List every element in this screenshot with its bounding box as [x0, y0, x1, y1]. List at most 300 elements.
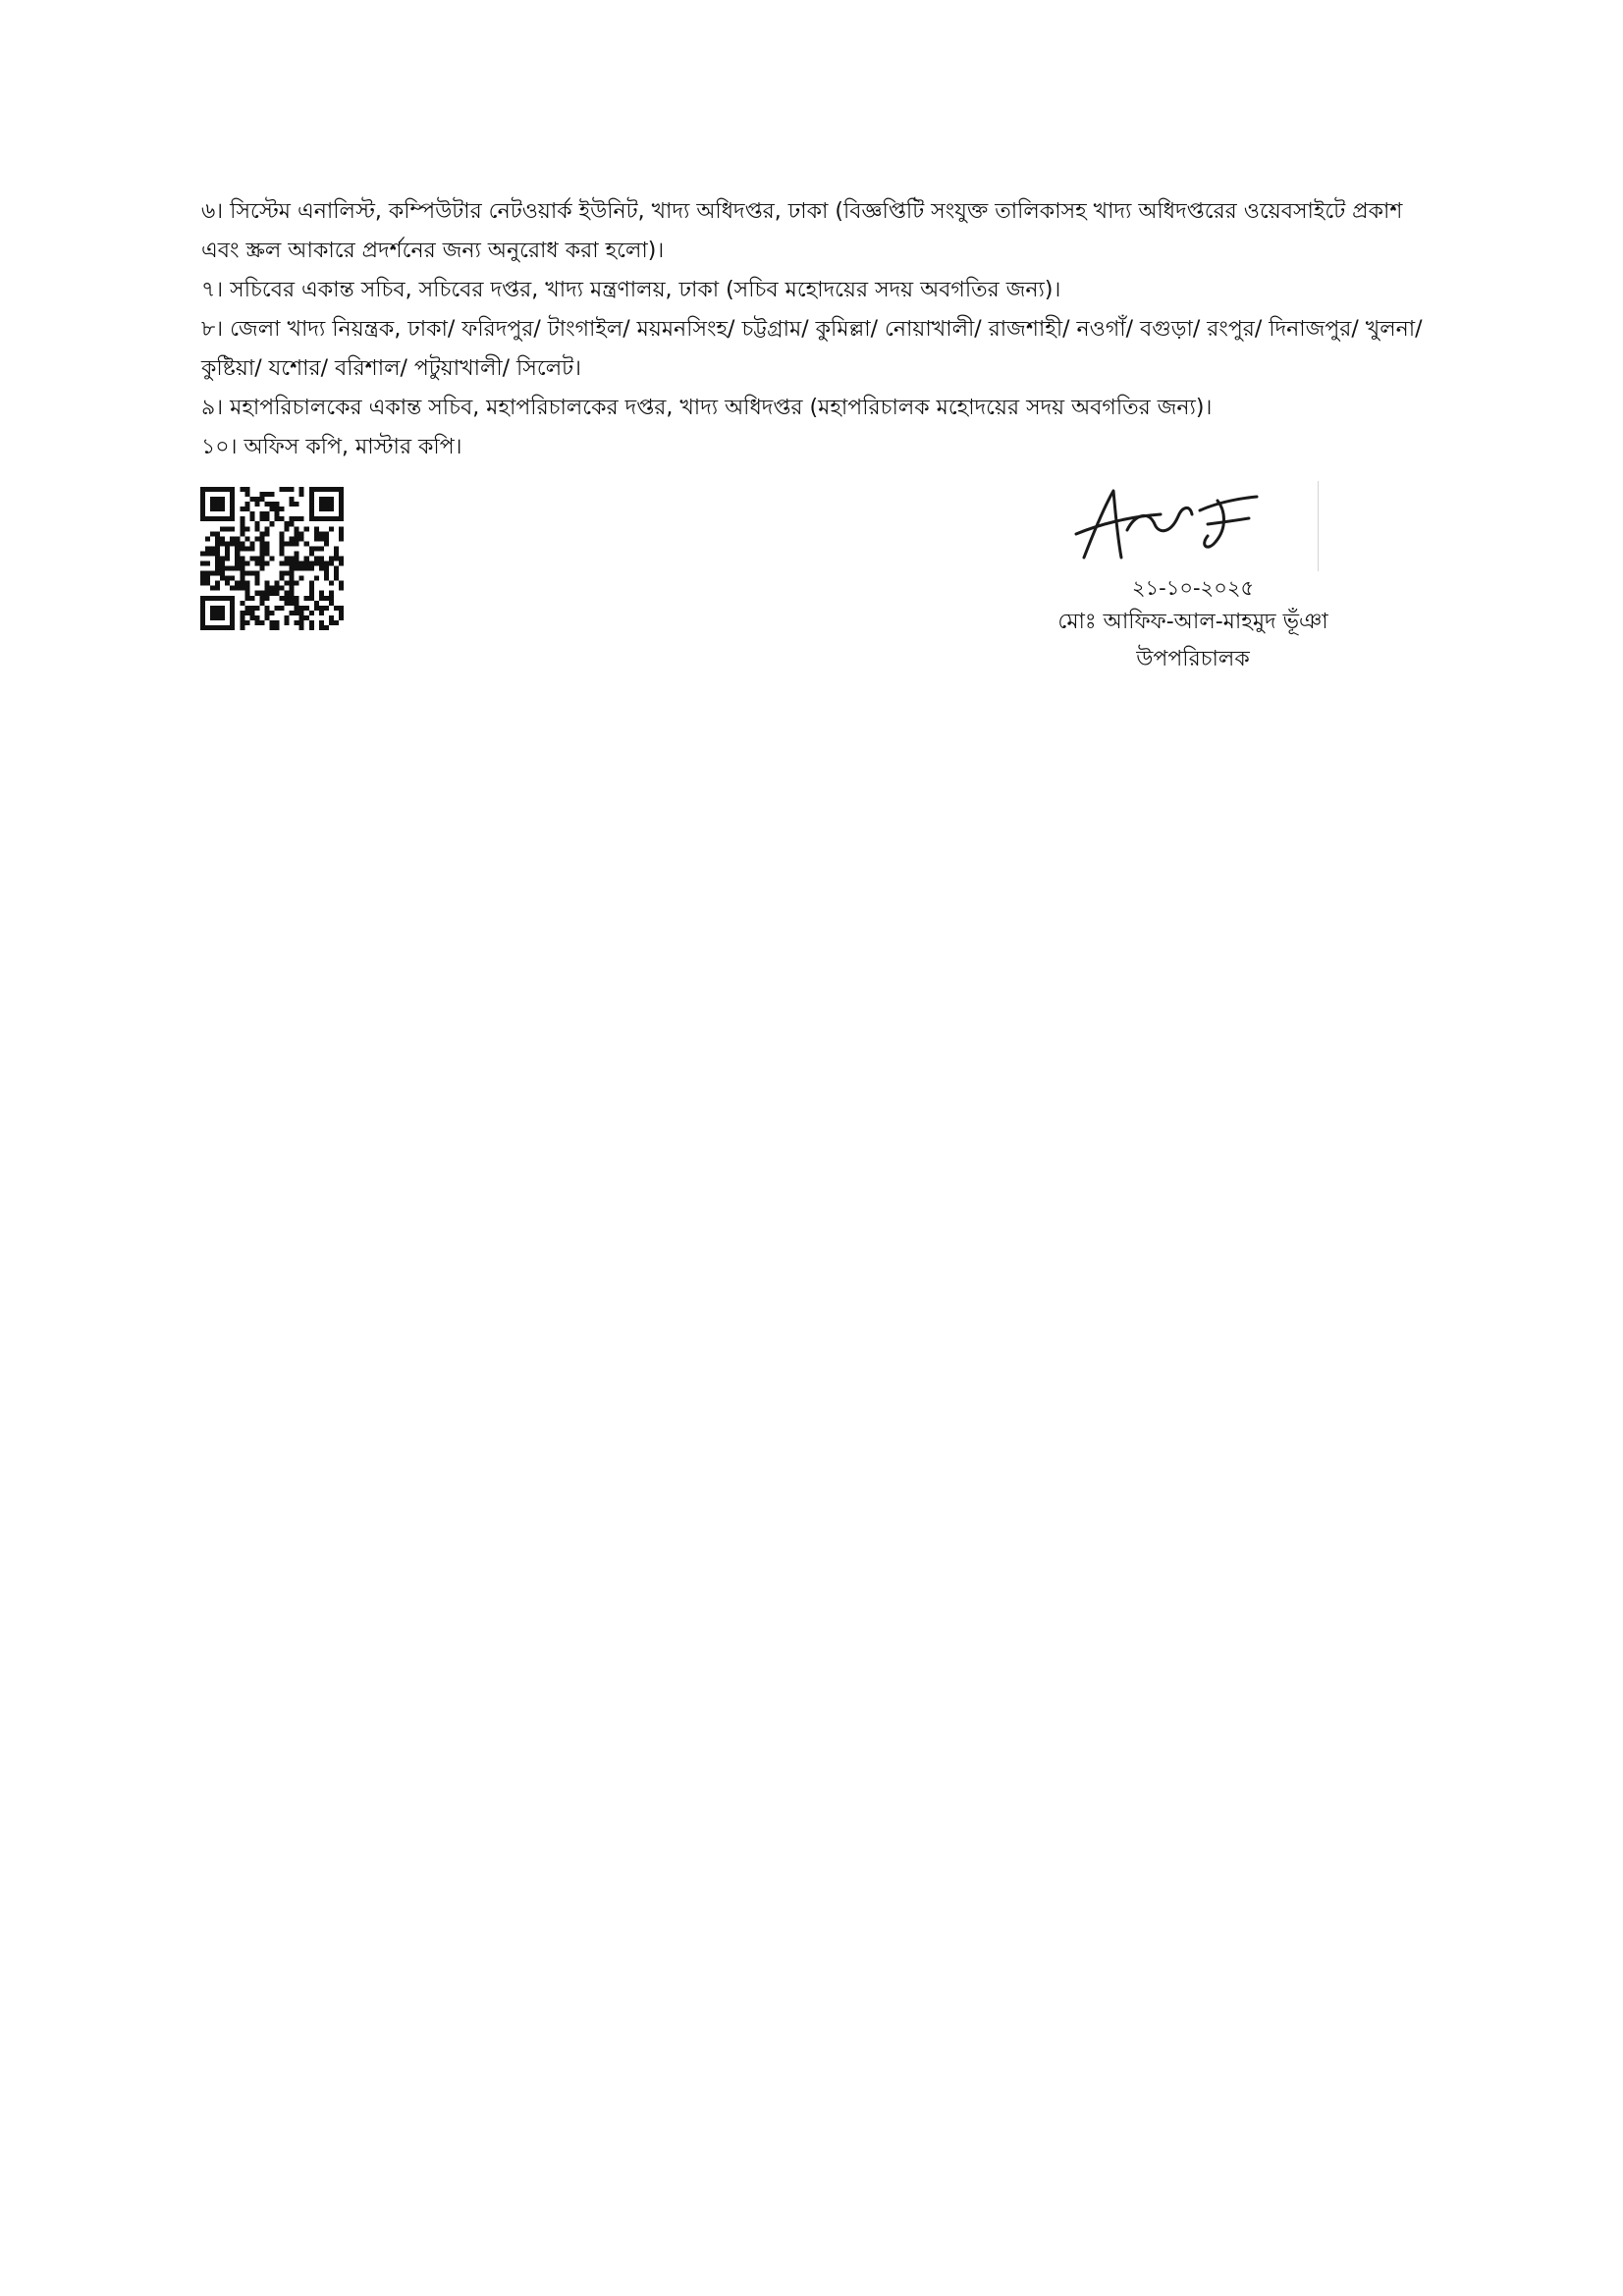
qr-module: [205, 625, 210, 630]
qr-module: [280, 561, 285, 566]
qr-module: [244, 487, 249, 492]
qr-module: [215, 536, 220, 541]
qr-module: [319, 561, 324, 566]
qr-module: [334, 487, 339, 492]
qr-module: [200, 606, 205, 611]
qr-module: [309, 566, 314, 571]
qr-module: [200, 576, 205, 581]
qr-module: [220, 497, 225, 502]
qr-module: [280, 596, 285, 601]
qr-module: [290, 576, 295, 581]
qr-module: [295, 601, 299, 606]
qr-module: [230, 507, 235, 511]
qr-module: [324, 497, 329, 502]
qr-module: [329, 581, 334, 586]
qr-module: [225, 556, 230, 561]
qr-module: [220, 507, 225, 511]
qr-module: [304, 561, 309, 566]
qr-module: [285, 526, 290, 531]
qr-module: [249, 571, 254, 576]
qr-module: [230, 502, 235, 507]
qr-module: [269, 611, 274, 615]
qr-module: [299, 561, 304, 566]
qr-module: [324, 596, 329, 601]
qr-module: [290, 487, 295, 492]
qr-module: [200, 561, 205, 566]
qr-module: [309, 516, 314, 521]
qr-module: [280, 487, 285, 492]
distribution-item: ৯। মহাপরিচালকের একান্ত সচিব, মহাপরিচালকের দপ্তর, খাদ্য অধিদপ্তর (মহাপরিচালক মহোদয়ের সদয় অবগতির জন্য)।: [201, 396, 1213, 420]
qr-module: [225, 516, 230, 521]
qr-module: [220, 541, 225, 546]
qr-module: [230, 566, 235, 571]
qr-module: [314, 576, 319, 581]
qr-module: [309, 551, 314, 556]
qr-module: [249, 615, 254, 620]
qr-module: [314, 516, 319, 521]
qr-module: [314, 536, 319, 541]
qr-module: [319, 507, 324, 511]
distribution-item: ৭। সচিবের একান্ত সচিব, সচিবের দপ্তর, খাদ্য মন্ত্রণালয়, ঢাকা (সচিব মহোদয়ের সদয় অবগতির জন্য)।: [201, 278, 1061, 302]
qr-module: [215, 546, 220, 551]
qr-module: [275, 586, 280, 591]
qr-module: [210, 502, 215, 507]
qr-module: [339, 611, 344, 615]
qr-module: [295, 606, 299, 611]
qr-module: [205, 561, 210, 566]
qr-module: [225, 541, 230, 546]
qr-module: [295, 620, 299, 625]
qr-module: [299, 606, 304, 611]
qr-module: [319, 566, 324, 571]
qr-module: [200, 507, 205, 511]
qr-module: [244, 611, 249, 615]
qr-module: [264, 511, 269, 516]
qr-module: [230, 492, 235, 497]
qr-module: [254, 620, 259, 625]
qr-module: [339, 586, 344, 591]
qr-module: [200, 502, 205, 507]
signatory-designation: উপপরিচালক: [1136, 647, 1250, 671]
qr-module: [309, 487, 314, 492]
qr-module: [269, 502, 274, 507]
qr-module: [240, 571, 244, 576]
qr-module: [275, 625, 280, 630]
qr-module: [329, 556, 334, 561]
qr-module: [319, 497, 324, 502]
distribution-item: ৬। সিস্টেম এনালিস্ট, কম্পিউটার নেটওয়ার্ক ইউনিট, খাদ্য অধিদপ্তর, ঢাকা (বিজ্ঞপ্তিটি সংযুক্ত তালিকাসহ খাদ্য অধিদপ্তরের ওয়েবসাইটে প্রকাশ এবং স্ক্রল আকারে প্রদর্শনের জন্য অনুরোধ করা হলো)।: [201, 199, 1403, 263]
qr-module: [299, 536, 304, 541]
qr-module: [264, 546, 269, 551]
qr-module: [339, 511, 344, 516]
qr-module: [264, 581, 269, 586]
qr-module: [235, 551, 240, 556]
qr-module: [339, 487, 344, 492]
qr-module: [230, 606, 235, 611]
qr-module: [329, 561, 334, 566]
qr-module: [254, 576, 259, 581]
qr-module: [339, 526, 344, 531]
qr-module: [220, 487, 225, 492]
qr-module: [215, 497, 220, 502]
qr-module: [259, 546, 264, 551]
qr-module: [240, 531, 244, 536]
distribution-item: ৮। জেলা খাদ্য নিয়ন্ত্রক, ঢাকা/ ফরিদপুর/ টাংগাইল/ ময়মনসিংহ/ চট্টগ্রাম/ কুমিল্লা/ নোয়াখালী/ রাজশাহী/ নওগাঁ/ বগুড়া/ রংপুর/ দিনাজপুর/ খুলনা/ কুষ্টিয়া/ যশোর/ বরিশাল/ পটুয়াখালী/ সিলেট।: [201, 317, 1423, 381]
qr-module: [200, 492, 205, 497]
qr-module: [269, 591, 274, 596]
qr-module: [329, 620, 334, 625]
qr-module: [230, 536, 235, 541]
qr-module: [295, 516, 299, 521]
qr-module: [259, 497, 264, 502]
qr-module: [280, 531, 285, 536]
qr-module: [215, 571, 220, 576]
qr-module: [259, 536, 264, 541]
qr-module: [290, 541, 295, 546]
qr-module: [329, 497, 334, 502]
qr-module: [240, 615, 244, 620]
qr-module: [295, 556, 299, 561]
qr-module: [309, 596, 314, 601]
qr-module: [210, 606, 215, 611]
qr-module: [259, 516, 264, 521]
qr-module: [200, 516, 205, 521]
qr-module: [215, 541, 220, 546]
qr-module: [280, 551, 285, 556]
qr-module: [319, 536, 324, 541]
qr-module: [295, 566, 299, 571]
qr-module: [290, 566, 295, 571]
qr-module: [254, 571, 259, 576]
qr-module: [309, 502, 314, 507]
qr-module: [290, 586, 295, 591]
qr-module: [269, 625, 274, 630]
qr-module: [254, 615, 259, 620]
qr-module: [200, 551, 205, 556]
qr-module: [309, 561, 314, 566]
qr-module: [314, 606, 319, 611]
qr-module: [230, 611, 235, 615]
qr-module: [314, 487, 319, 492]
qr-module: [249, 511, 254, 516]
qr-module: [269, 492, 274, 497]
distribution-list: [201, 192, 1438, 467]
signature-date: ২১-১০-২০২৫: [1131, 576, 1255, 600]
qr-module: [210, 507, 215, 511]
qr-module: [235, 536, 240, 541]
qr-module: [290, 497, 295, 502]
qr-module: [205, 551, 210, 556]
qr-module: [324, 516, 329, 521]
signature-divider: [1318, 481, 1319, 571]
qr-module: [275, 606, 280, 611]
qr-module: [329, 526, 334, 531]
qr-module: [275, 620, 280, 625]
qr-module: [200, 615, 205, 620]
qr-module: [215, 487, 220, 492]
qr-module: [324, 571, 329, 576]
qr-module: [205, 581, 210, 586]
qr-module: [339, 516, 344, 521]
qr-module: [280, 606, 285, 611]
qr-module: [314, 561, 319, 566]
qr-module: [244, 620, 249, 625]
qr-module: [220, 566, 225, 571]
qr-module: [210, 516, 215, 521]
qr-module: [240, 546, 244, 551]
qr-module: [329, 596, 334, 601]
qr-module: [319, 596, 324, 601]
qr-module: [244, 536, 249, 541]
qr-module: [275, 516, 280, 521]
qr-module: [254, 536, 259, 541]
qr-module: [249, 541, 254, 546]
qr-module: [324, 576, 329, 581]
qr-module: [200, 571, 205, 576]
qr-module: [280, 546, 285, 551]
qr-module: [200, 611, 205, 615]
qr-module: [319, 516, 324, 521]
qr-module: [240, 487, 244, 492]
qr-module: [205, 596, 210, 601]
qr-module: [264, 531, 269, 536]
qr-module: [259, 601, 264, 606]
qr-module: [259, 511, 264, 516]
qr-module: [329, 516, 334, 521]
qr-module: [264, 502, 269, 507]
qr-module: [314, 601, 319, 606]
qr-module: [339, 615, 344, 620]
qr-module: [254, 502, 259, 507]
qr-module: [295, 526, 299, 531]
qr-module: [339, 561, 344, 566]
qr-module: [220, 561, 225, 566]
qr-module: [319, 606, 324, 611]
qr-module: [220, 576, 225, 581]
qr-module: [210, 596, 215, 601]
qr-module: [225, 487, 230, 492]
qr-module: [334, 556, 339, 561]
qr-module: [240, 541, 244, 546]
qr-module: [269, 586, 274, 591]
qr-module: [235, 556, 240, 561]
qr-module: [215, 551, 220, 556]
qr-module: [290, 502, 295, 507]
qr-module: [244, 502, 249, 507]
qr-module: [225, 581, 230, 586]
qr-module: [309, 497, 314, 502]
qr-module: [200, 487, 205, 492]
qr-module: [254, 556, 259, 561]
qr-module: [280, 536, 285, 541]
qr-module: [205, 576, 210, 581]
qr-module: [220, 502, 225, 507]
qr-module: [324, 561, 329, 566]
qr-module: [334, 566, 339, 571]
qr-module: [285, 487, 290, 492]
qr-module: [285, 591, 290, 596]
qr-module: [244, 546, 249, 551]
qr-module: [220, 611, 225, 615]
qr-module: [254, 561, 259, 566]
qr-module: [299, 531, 304, 536]
qr-module: [264, 586, 269, 591]
qr-module: [225, 546, 230, 551]
qr-module: [309, 507, 314, 511]
qr-module: [295, 611, 299, 615]
qr-module: [235, 561, 240, 566]
qr-module: [205, 487, 210, 492]
qr-module: [285, 596, 290, 601]
qr-module: [210, 611, 215, 615]
qr-module: [290, 536, 295, 541]
qr-module: [220, 526, 225, 531]
qr-module: [249, 516, 254, 521]
qr-module: [275, 507, 280, 511]
qr-module: [324, 606, 329, 611]
qr-module: [240, 561, 244, 566]
qr-module: [290, 516, 295, 521]
qr-module: [230, 620, 235, 625]
qr-module: [215, 516, 220, 521]
qr-module: [240, 556, 244, 561]
qr-module: [290, 561, 295, 566]
qr-module: [329, 502, 334, 507]
qr-module: [314, 526, 319, 531]
qr-module: [220, 606, 225, 611]
qr-module: [264, 561, 269, 566]
qr-module: [309, 611, 314, 615]
qr-code-icon: [200, 487, 344, 630]
qr-module: [259, 561, 264, 566]
qr-module: [244, 561, 249, 566]
qr-module: [210, 586, 215, 591]
qr-module: [244, 581, 249, 586]
qr-module: [299, 620, 304, 625]
qr-module: [264, 596, 269, 601]
qr-module: [254, 591, 259, 596]
qr-module: [220, 625, 225, 630]
qr-module: [205, 571, 210, 576]
qr-module: [240, 507, 244, 511]
qr-module: [264, 526, 269, 531]
qr-module: [290, 611, 295, 615]
qr-module: [314, 546, 319, 551]
qr-module: [259, 596, 264, 601]
qr-module: [324, 625, 329, 630]
qr-module: [339, 502, 344, 507]
qr-module: [210, 487, 215, 492]
qr-module: [334, 546, 339, 551]
qr-module: [295, 536, 299, 541]
qr-module: [244, 492, 249, 497]
qr-module: [309, 620, 314, 625]
qr-module: [339, 556, 344, 561]
qr-module: [304, 526, 309, 531]
qr-module: [309, 581, 314, 586]
qr-module: [319, 556, 324, 561]
qr-module: [235, 546, 240, 551]
qr-module: [259, 566, 264, 571]
qr-module: [280, 516, 285, 521]
qr-module: [200, 581, 205, 586]
qr-module: [299, 576, 304, 581]
qr-module: [254, 606, 259, 611]
qr-module: [220, 536, 225, 541]
qr-module: [249, 596, 254, 601]
qr-module: [264, 492, 269, 497]
qr-module: [324, 502, 329, 507]
qr-module: [215, 531, 220, 536]
qr-module: [244, 507, 249, 511]
qr-module: [240, 581, 244, 586]
qr-module: [259, 556, 264, 561]
qr-module: [215, 625, 220, 630]
qr-module: [254, 521, 259, 526]
qr-module: [244, 526, 249, 531]
qr-module: [259, 591, 264, 596]
qr-module: [215, 561, 220, 566]
qr-module: [230, 511, 235, 516]
qr-module: [299, 492, 304, 497]
signatory-name: মোঃ আফিফ-আল-মাহমুদ ভূঁঞা: [1057, 610, 1328, 634]
qr-module: [200, 596, 205, 601]
qr-module: [304, 596, 309, 601]
qr-module: [230, 601, 235, 606]
qr-module: [299, 611, 304, 615]
qr-module: [339, 606, 344, 611]
qr-module: [299, 566, 304, 571]
qr-module: [240, 566, 244, 571]
qr-module: [319, 546, 324, 551]
qr-module: [259, 531, 264, 536]
handwritten-signature: [1070, 481, 1267, 571]
signature-block: [1011, 477, 1375, 683]
qr-module: [225, 551, 230, 556]
qr-module: [244, 586, 249, 591]
qr-module: [329, 487, 334, 492]
qr-module: [240, 620, 244, 625]
distribution-item: ১০। অফিস কপি, মাস্টার কপি।: [201, 435, 462, 459]
qr-module: [230, 526, 235, 531]
qr-module: [259, 541, 264, 546]
qr-module: [334, 516, 339, 521]
qr-module: [225, 596, 230, 601]
qr-module: [249, 556, 254, 561]
qr-module: [275, 511, 280, 516]
qr-module: [249, 497, 254, 502]
qr-module: [290, 591, 295, 596]
qr-module: [295, 502, 299, 507]
qr-module: [215, 556, 220, 561]
qr-module: [319, 620, 324, 625]
qr-module: [210, 531, 215, 536]
qr-module: [319, 591, 324, 596]
qr-module: [240, 625, 244, 630]
qr-module: [230, 586, 235, 591]
qr-module: [249, 606, 254, 611]
qr-module: [264, 611, 269, 615]
qr-module: [290, 596, 295, 601]
qr-module: [215, 586, 220, 591]
qr-module: [295, 531, 299, 536]
qr-module: [309, 546, 314, 551]
qr-module: [264, 516, 269, 521]
qr-module: [210, 625, 215, 630]
qr-module: [225, 576, 230, 581]
qr-module: [304, 566, 309, 571]
qr-module: [240, 601, 244, 606]
